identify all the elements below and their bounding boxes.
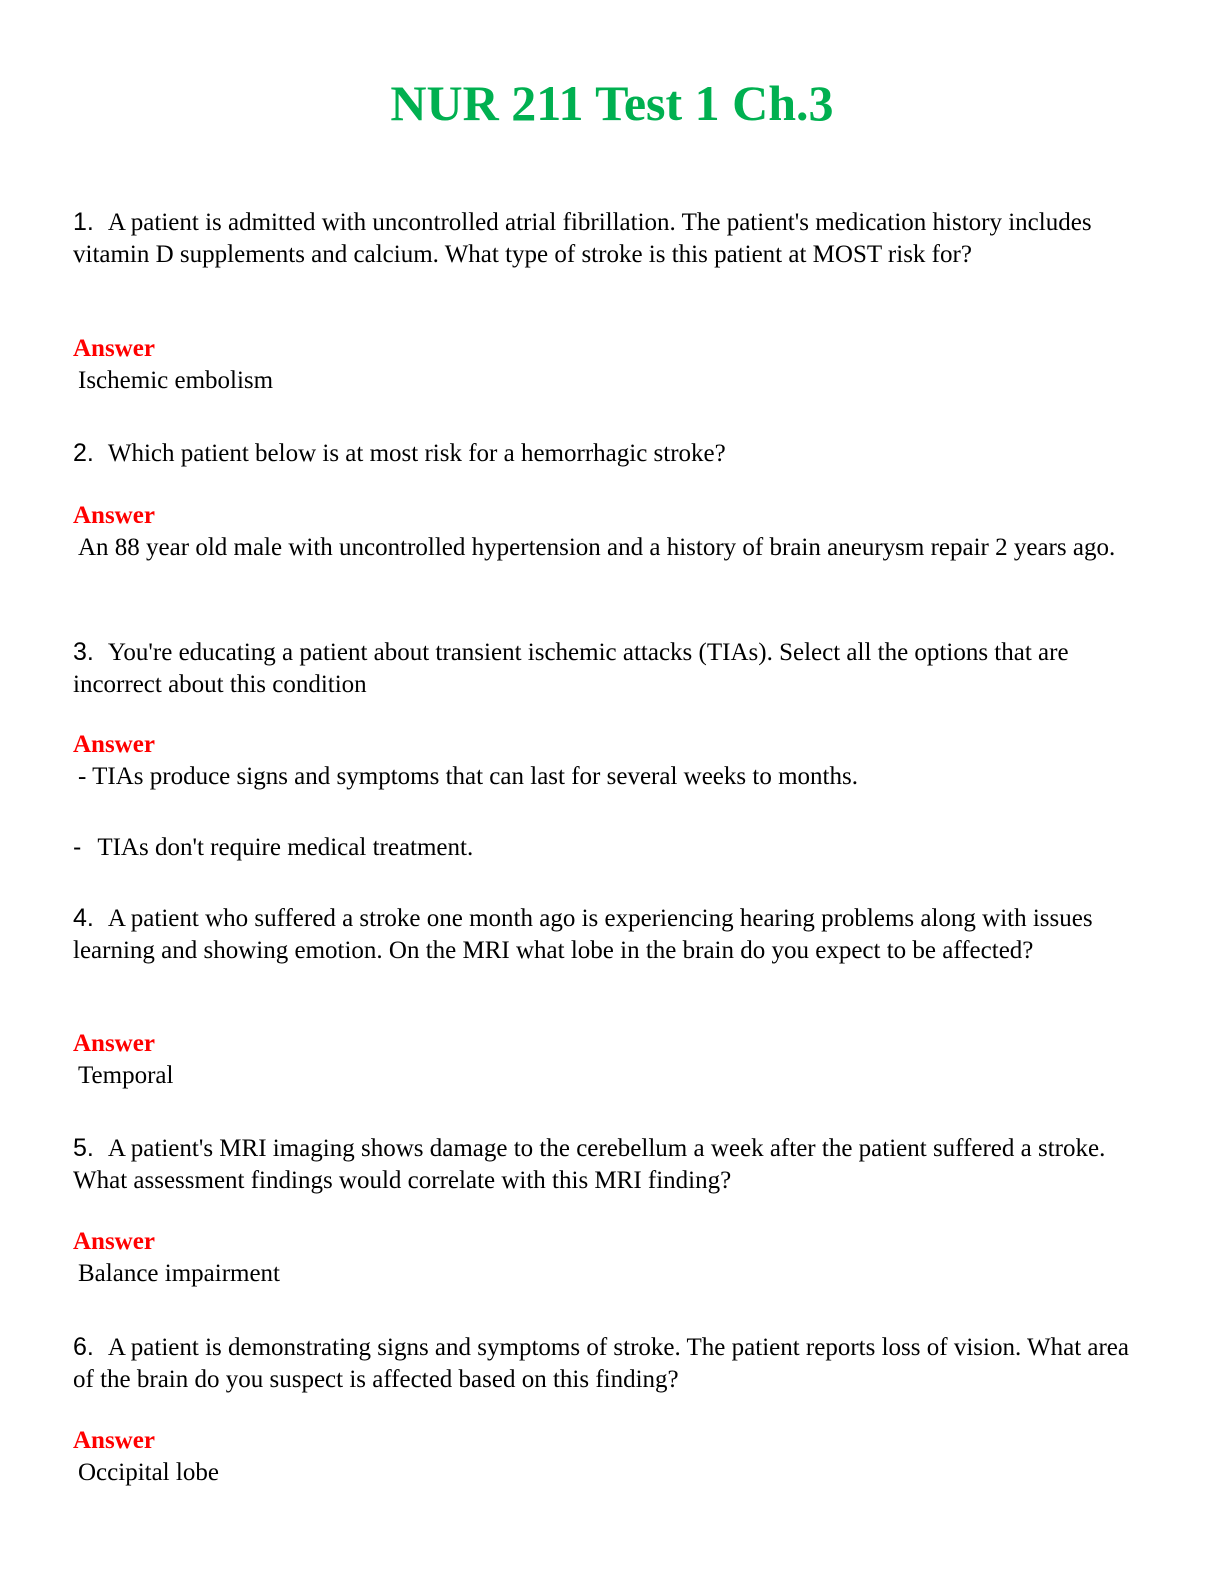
answer-text: Occipital lobe [78, 1459, 219, 1486]
page-title: NUR 211 Test 1 Ch.3 [390, 75, 834, 131]
answer-label: Answer [73, 1228, 155, 1255]
answer-label: Answer [73, 335, 155, 362]
answer-label: Answer [73, 1427, 155, 1454]
question-3 [73, 636, 1153, 701]
answer-5 [73, 1226, 1153, 1290]
question-5 [73, 1132, 1153, 1197]
question-body: A patient's MRI imaging shows damage to the cerebellum a week after the patient suffered a stroke. What assessment findings would correlate with this MRI finding? [73, 1135, 1106, 1194]
answer-body: TIAs don't require medical treatment. [97, 834, 474, 861]
question-number: 1. [73, 208, 94, 236]
question-text [73, 636, 1153, 701]
answer-label: Answer [73, 502, 155, 529]
question-body: A patient is admitted with uncontrolled atrial fibrillation. The patient's medication history includes vitamin D supplements and calcium. What type of stroke is this patient at MOST risk for? [73, 209, 1092, 268]
question-number: 6. [73, 1333, 94, 1361]
answer-text: Ischemic embolism [78, 367, 274, 394]
question-4 [73, 902, 1153, 967]
question-number: 4. [73, 904, 94, 932]
answer-label: Answer [73, 731, 155, 758]
answer-4 [73, 1028, 1153, 1092]
question-body: A patient who suffered a stroke one month ago is experiencing hearing problems along with issues learning and showing emotion. On the MRI what lobe in the brain do you expect to be affected? [73, 905, 1093, 964]
question-text [73, 206, 1153, 271]
question-text [73, 902, 1153, 967]
question-text [73, 1331, 1153, 1396]
question-2 [73, 437, 1153, 470]
question-1 [73, 206, 1153, 271]
answer-text: An 88 year old male with uncontrolled hypertension and a history of brain aneurysm repair 2 years ago. [78, 534, 1116, 561]
question-number: 3. [73, 638, 94, 666]
question-body: A patient is demonstrating signs and symptoms of stroke. The patient reports loss of vision. What area of the brain do you suspect is affected based on this finding? [73, 1334, 1130, 1393]
answer-2 [73, 500, 1153, 564]
answer-label: Answer [73, 1030, 155, 1057]
question-body: You're educating a patient about transient ischemic attacks (TIAs). Select all the options that are incorrect about this condition [73, 639, 1069, 698]
answer-text [73, 831, 1153, 864]
question-text [73, 1132, 1153, 1197]
question-number: 2. [73, 439, 94, 467]
question-number: 5. [73, 1134, 94, 1162]
question-6 [73, 1331, 1153, 1396]
answer-text: Temporal [78, 1062, 174, 1089]
answer-text: - TIAs produce signs and symptoms that can last for several weeks to months. [78, 763, 858, 790]
answer-3-item-2 [73, 831, 1153, 864]
answer-1 [73, 333, 1153, 397]
dash-bullet: - [73, 833, 82, 861]
answer-text: Balance impairment [78, 1260, 281, 1287]
question-body: Which patient below is at most risk for a hemorrhagic stroke? [107, 440, 726, 467]
answer-6 [73, 1425, 1153, 1489]
answer-3 [73, 729, 1153, 793]
question-text [73, 437, 1153, 470]
